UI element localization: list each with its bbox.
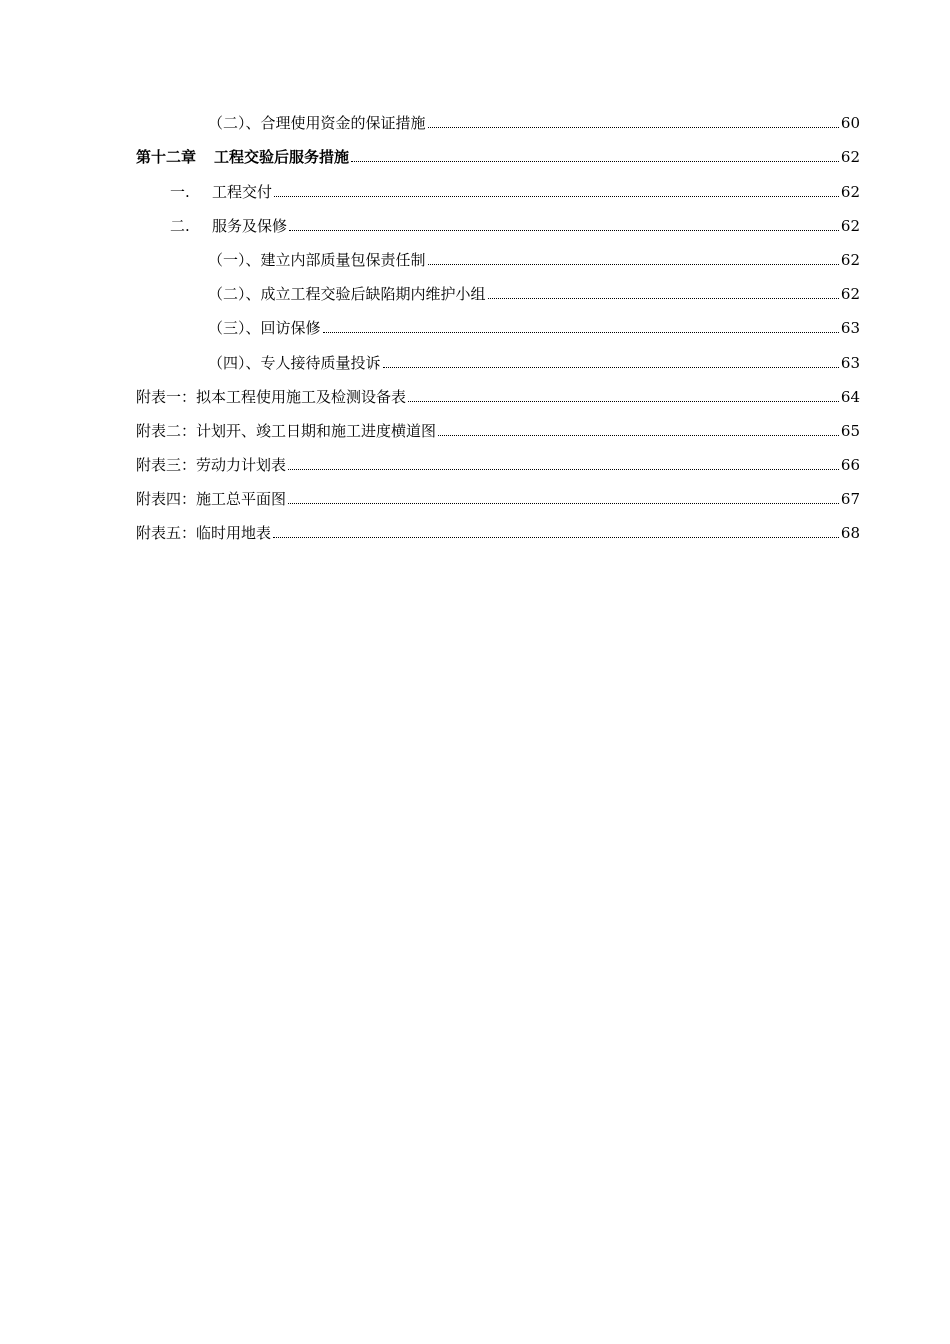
toc-entry-maintenance-team[interactable]	[136, 270, 860, 304]
toc-dot-leader	[289, 230, 839, 231]
toc-page-number: 64	[840, 387, 860, 406]
toc-chapter-number: 第十二章	[136, 148, 197, 167]
toc-entry-quality-complaints[interactable]	[136, 338, 860, 372]
toc-dot-leader	[351, 161, 839, 162]
toc-page-number: 65	[840, 421, 860, 440]
toc-dot-leader	[488, 298, 839, 299]
toc-entry-text: （三）、回访保修	[208, 319, 321, 338]
toc-page-number: 62	[840, 250, 860, 269]
toc-entry-text: 工程交验后服务措施	[214, 148, 350, 167]
toc-entry-text: 附表五：临时用地表	[136, 524, 272, 543]
toc-entry-text: 附表三：劳动力计划表	[136, 456, 287, 475]
toc-entry-text: 附表一：拟本工程使用施工及检测设备表	[136, 387, 407, 406]
toc-section-number: 二.	[170, 216, 190, 235]
toc-entry-chapter-12[interactable]	[136, 133, 860, 167]
toc-entry-text: （四）、专人接待质量投诉	[208, 353, 381, 372]
toc-dot-leader	[273, 537, 839, 538]
toc-entry-quality-responsibility[interactable]	[136, 236, 860, 270]
toc-entry-appendix-3[interactable]	[136, 441, 860, 475]
toc-page-number: 62	[840, 285, 860, 304]
toc-page-number: 63	[840, 353, 860, 372]
toc-dot-leader	[274, 196, 839, 197]
toc-entry-text: （一）、建立内部质量包保责任制	[208, 250, 426, 269]
toc-entry-text: 附表二：计划开、竣工日期和施工进度横道图	[136, 421, 437, 440]
toc-page-number: 62	[840, 148, 860, 167]
toc-page-number: 66	[840, 456, 860, 475]
toc-entry-text: （二）、成立工程交验后缺陷期内维护小组	[208, 285, 486, 304]
toc-entry-text: 服务及保修	[212, 216, 288, 235]
toc-entry-project-delivery[interactable]	[136, 167, 860, 201]
toc-dot-leader	[408, 401, 839, 402]
toc-dot-leader	[383, 367, 839, 368]
table-of-contents	[136, 99, 860, 543]
toc-page-number: 68	[840, 524, 860, 543]
toc-dot-leader	[323, 332, 839, 333]
toc-entry-appendix-2[interactable]	[136, 407, 860, 441]
toc-page-number: 60	[840, 114, 860, 133]
toc-section-number: 一.	[170, 182, 190, 201]
toc-dot-leader	[288, 503, 839, 504]
toc-entry-text: （二）、合理使用资金的保证措施	[208, 114, 426, 133]
toc-page-number: 67	[840, 490, 860, 509]
toc-entry-capital-guarantee[interactable]	[136, 99, 860, 133]
toc-entry-appendix-5[interactable]	[136, 509, 860, 543]
toc-page-number: 62	[840, 216, 860, 235]
toc-dot-leader	[288, 469, 839, 470]
toc-entry-service-warranty[interactable]	[136, 202, 860, 236]
toc-entry-text: 附表四：施工总平面图	[136, 490, 287, 509]
toc-entry-appendix-1[interactable]	[136, 373, 860, 407]
toc-dot-leader	[428, 264, 839, 265]
toc-dot-leader	[438, 435, 839, 436]
toc-dot-leader	[428, 127, 839, 128]
toc-entry-text: 工程交付	[212, 182, 273, 201]
toc-entry-return-visit[interactable]	[136, 304, 860, 338]
toc-page-number: 62	[840, 182, 860, 201]
toc-page-number: 63	[840, 319, 860, 338]
toc-entry-appendix-4[interactable]	[136, 475, 860, 509]
